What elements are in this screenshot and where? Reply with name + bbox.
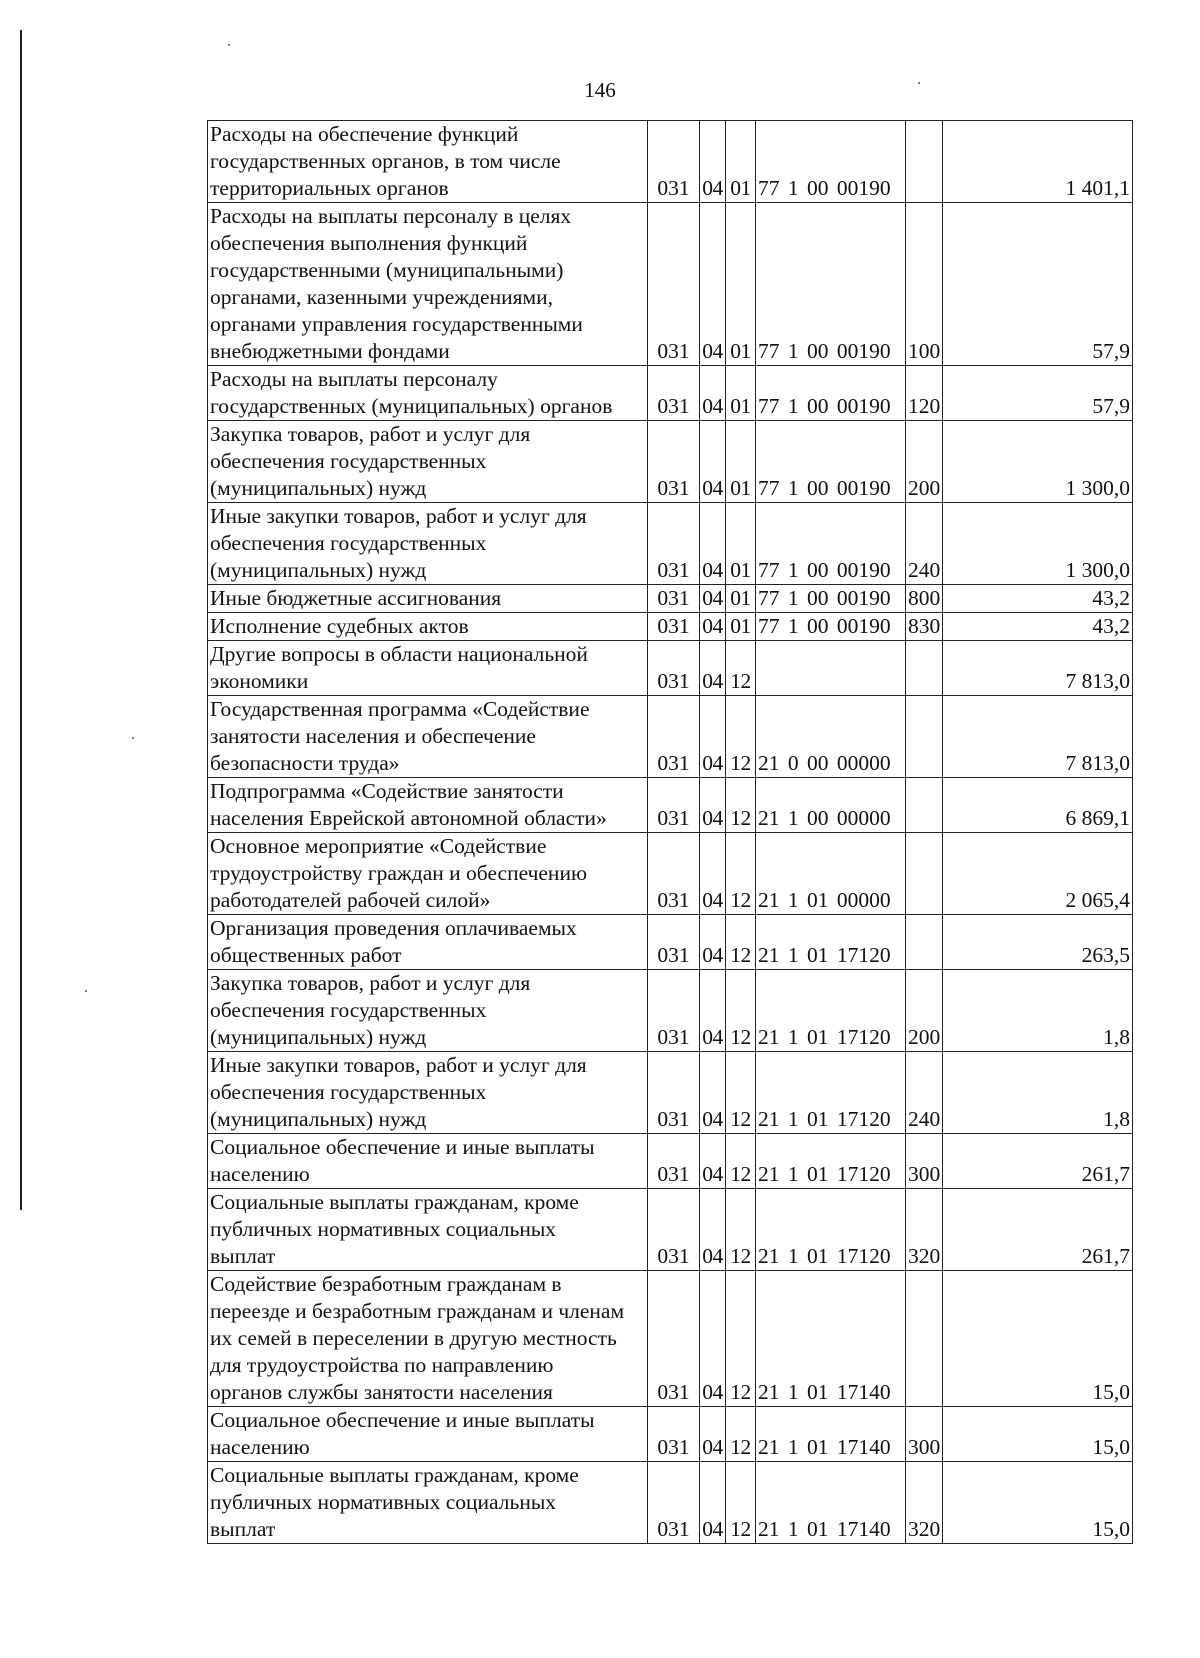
target-item-code-cell: 21 1 01 17120 bbox=[756, 1134, 906, 1189]
expense-type-code-cell bbox=[906, 833, 943, 915]
expense-name-line: Закупка товаров, работ и услуг для bbox=[210, 971, 531, 995]
subsection-code-cell: 12 bbox=[726, 1271, 756, 1407]
dept-code-cell: 031 bbox=[648, 641, 700, 696]
amount-cell: 7 813,0 bbox=[943, 641, 1133, 696]
amount-cell: 261,7 bbox=[943, 1134, 1133, 1189]
scan-speck bbox=[228, 44, 230, 46]
expense-name-line: для трудоустройства по направлению bbox=[210, 1353, 554, 1377]
expense-name-line: переезде и безработным гражданам и членам bbox=[210, 1299, 625, 1323]
subsection-code-cell: 12 bbox=[726, 970, 756, 1052]
dept-code-cell: 031 bbox=[648, 585, 700, 613]
target-item-code-cell bbox=[756, 641, 906, 696]
table-row bbox=[208, 641, 1133, 696]
table-row bbox=[208, 366, 1133, 421]
expense-name-cell bbox=[208, 1271, 648, 1407]
section-code-cell: 04 bbox=[700, 1052, 726, 1134]
amount-cell: 1 300,0 bbox=[943, 421, 1133, 503]
dept-code-cell: 031 bbox=[648, 833, 700, 915]
expense-name-line: Подпрограмма «Содействие занятости bbox=[210, 779, 564, 803]
dept-code-cell: 031 bbox=[648, 366, 700, 421]
expense-name-line: Другие вопросы в области национальной bbox=[210, 642, 588, 666]
expense-type-code-cell: 200 bbox=[906, 421, 943, 503]
expense-name-line: публичных нормативных социальных bbox=[210, 1217, 557, 1241]
amount-cell: 1,8 bbox=[943, 1052, 1133, 1134]
table-row bbox=[208, 1271, 1133, 1407]
expense-name-line: населению bbox=[210, 1435, 310, 1459]
target-item-code-cell: 77 1 00 00190 bbox=[756, 203, 906, 366]
expense-type-code-cell: 100 bbox=[906, 203, 943, 366]
expense-name-cell bbox=[208, 585, 648, 613]
target-item-code-cell: 21 1 01 17120 bbox=[756, 970, 906, 1052]
expense-name-cell bbox=[208, 1462, 648, 1544]
expense-name-cell bbox=[208, 1407, 648, 1462]
table-row bbox=[208, 1134, 1133, 1189]
expense-name-line: обеспечения государственных bbox=[210, 1080, 487, 1104]
expense-name-cell bbox=[208, 1134, 648, 1189]
expense-name-line: обеспечения государственных bbox=[210, 998, 487, 1022]
expense-name-line: обеспечения выполнения функций bbox=[210, 231, 528, 255]
dept-code-cell: 031 bbox=[648, 915, 700, 970]
expense-name-line: Расходы на обеспечение функций bbox=[210, 122, 519, 146]
expense-name-cell bbox=[208, 970, 648, 1052]
amount-cell: 1 300,0 bbox=[943, 503, 1133, 585]
expense-name-line: выплат bbox=[210, 1244, 276, 1268]
subsection-code-cell: 01 bbox=[726, 613, 756, 641]
dept-code-cell: 031 bbox=[648, 1462, 700, 1544]
table-row bbox=[208, 778, 1133, 833]
table-row bbox=[208, 1462, 1133, 1544]
expense-name-cell bbox=[208, 833, 648, 915]
expense-name-line: Исполнение судебных актов bbox=[210, 614, 469, 638]
target-item-code-cell: 21 0 00 00000 bbox=[756, 696, 906, 778]
expense-name-cell bbox=[208, 915, 648, 970]
subsection-code-cell: 12 bbox=[726, 915, 756, 970]
section-code-cell: 04 bbox=[700, 421, 726, 503]
expense-name-line: органами управления государственными bbox=[210, 312, 583, 336]
budget-table bbox=[207, 120, 1133, 1544]
table-row bbox=[208, 1189, 1133, 1271]
subsection-code-cell: 12 bbox=[726, 778, 756, 833]
dept-code-cell: 031 bbox=[648, 970, 700, 1052]
table-row bbox=[208, 833, 1133, 915]
expense-name-cell bbox=[208, 421, 648, 503]
target-item-code-cell: 21 1 01 17140 bbox=[756, 1407, 906, 1462]
expense-name-line: государственными (муниципальными) bbox=[210, 258, 564, 282]
expense-name-line: Социальное обеспечение и иные выплаты bbox=[210, 1408, 595, 1432]
section-code-cell: 04 bbox=[700, 696, 726, 778]
section-code-cell: 04 bbox=[700, 1134, 726, 1189]
expense-type-code-cell: 240 bbox=[906, 503, 943, 585]
amount-cell: 1,8 bbox=[943, 970, 1133, 1052]
section-code-cell: 04 bbox=[700, 970, 726, 1052]
amount-cell: 6 869,1 bbox=[943, 778, 1133, 833]
target-item-code-cell: 77 1 00 00190 bbox=[756, 121, 906, 203]
expense-name-cell bbox=[208, 696, 648, 778]
amount-cell: 261,7 bbox=[943, 1189, 1133, 1271]
expense-type-code-cell: 240 bbox=[906, 1052, 943, 1134]
expense-name-line: трудоустройству граждан и обеспечению bbox=[210, 861, 588, 885]
expense-name-line: экономики bbox=[210, 669, 309, 693]
section-code-cell: 04 bbox=[700, 366, 726, 421]
section-code-cell: 04 bbox=[700, 585, 726, 613]
dept-code-cell: 031 bbox=[648, 503, 700, 585]
expense-name-line: внебюджетными фондами bbox=[210, 339, 450, 363]
section-code-cell: 04 bbox=[700, 833, 726, 915]
section-code-cell: 04 bbox=[700, 778, 726, 833]
target-item-code-cell: 77 1 00 00190 bbox=[756, 421, 906, 503]
target-item-code-cell: 21 1 00 00000 bbox=[756, 778, 906, 833]
table-row bbox=[208, 585, 1133, 613]
target-item-code-cell: 77 1 00 00190 bbox=[756, 613, 906, 641]
expense-name-line: Иные закупки товаров, работ и услуг для bbox=[210, 1053, 587, 1077]
expense-name-line: обеспечения государственных bbox=[210, 531, 487, 555]
expense-name-line: Содействие безработным гражданам в bbox=[210, 1272, 562, 1296]
expense-type-code-cell: 830 bbox=[906, 613, 943, 641]
subsection-code-cell: 12 bbox=[726, 641, 756, 696]
amount-cell: 7 813,0 bbox=[943, 696, 1133, 778]
expense-type-code-cell: 300 bbox=[906, 1407, 943, 1462]
expense-name-cell bbox=[208, 366, 648, 421]
dept-code-cell: 031 bbox=[648, 1134, 700, 1189]
table-row bbox=[208, 696, 1133, 778]
expense-type-code-cell bbox=[906, 915, 943, 970]
amount-cell: 1 401,1 bbox=[943, 121, 1133, 203]
amount-cell: 263,5 bbox=[943, 915, 1133, 970]
expense-type-code-cell: 320 bbox=[906, 1462, 943, 1544]
dept-code-cell: 031 bbox=[648, 613, 700, 641]
expense-name-line: их семей в переселении в другую местность bbox=[210, 1326, 617, 1350]
expense-name-cell bbox=[208, 641, 648, 696]
table-row bbox=[208, 203, 1133, 366]
subsection-code-cell: 12 bbox=[726, 696, 756, 778]
expense-name-line: Расходы на выплаты персоналу bbox=[210, 367, 498, 391]
section-code-cell: 04 bbox=[700, 613, 726, 641]
amount-cell: 57,9 bbox=[943, 366, 1133, 421]
target-item-code-cell: 21 1 01 17120 bbox=[756, 1052, 906, 1134]
expense-type-code-cell bbox=[906, 1271, 943, 1407]
dept-code-cell: 031 bbox=[648, 778, 700, 833]
section-code-cell: 04 bbox=[700, 1271, 726, 1407]
expense-type-code-cell bbox=[906, 778, 943, 833]
subsection-code-cell: 01 bbox=[726, 503, 756, 585]
expense-name-line: Расходы на выплаты персоналу в целях bbox=[210, 204, 572, 228]
expense-name-cell bbox=[208, 613, 648, 641]
table-row bbox=[208, 915, 1133, 970]
table-row bbox=[208, 1052, 1133, 1134]
dept-code-cell: 031 bbox=[648, 696, 700, 778]
table-row bbox=[208, 970, 1133, 1052]
target-item-code-cell: 21 1 01 17140 bbox=[756, 1271, 906, 1407]
expense-type-code-cell bbox=[906, 696, 943, 778]
target-item-code-cell: 77 1 00 00190 bbox=[756, 366, 906, 421]
expense-name-cell bbox=[208, 503, 648, 585]
budget-table-body bbox=[208, 121, 1133, 1544]
dept-code-cell: 031 bbox=[648, 421, 700, 503]
expense-type-code-cell: 200 bbox=[906, 970, 943, 1052]
scan-margin-line bbox=[20, 30, 22, 1210]
expense-name-line: общественных работ bbox=[210, 943, 402, 967]
expense-type-code-cell: 120 bbox=[906, 366, 943, 421]
expense-name-cell bbox=[208, 1052, 648, 1134]
dept-code-cell: 031 bbox=[648, 1407, 700, 1462]
section-code-cell: 04 bbox=[700, 915, 726, 970]
scan-speck bbox=[132, 737, 134, 739]
target-item-code-cell: 21 1 01 17120 bbox=[756, 915, 906, 970]
expense-name-line: населения Еврейской автономной области» bbox=[210, 806, 607, 830]
target-item-code-cell: 77 1 00 00190 bbox=[756, 503, 906, 585]
expense-type-code-cell bbox=[906, 121, 943, 203]
table-row bbox=[208, 121, 1133, 203]
amount-cell: 2 065,4 bbox=[943, 833, 1133, 915]
section-code-cell: 04 bbox=[700, 203, 726, 366]
expense-name-cell bbox=[208, 778, 648, 833]
section-code-cell: 04 bbox=[700, 1407, 726, 1462]
expense-name-line: выплат bbox=[210, 1517, 276, 1541]
amount-cell: 15,0 bbox=[943, 1462, 1133, 1544]
expense-type-code-cell: 320 bbox=[906, 1189, 943, 1271]
expense-name-line: Организация проведения оплачиваемых bbox=[210, 916, 577, 940]
amount-cell: 15,0 bbox=[943, 1407, 1133, 1462]
expense-name-line: Государственная программа «Содействие bbox=[210, 697, 590, 721]
target-item-code-cell: 21 1 01 17120 bbox=[756, 1189, 906, 1271]
expense-name-line: Иные бюджетные ассигнования bbox=[210, 586, 502, 610]
dept-code-cell: 031 bbox=[648, 203, 700, 366]
table-row bbox=[208, 503, 1133, 585]
dept-code-cell: 031 bbox=[648, 121, 700, 203]
subsection-code-cell: 12 bbox=[726, 1052, 756, 1134]
subsection-code-cell: 12 bbox=[726, 1189, 756, 1271]
expense-name-cell bbox=[208, 203, 648, 366]
expense-name-line: безопасности труда» bbox=[210, 751, 400, 775]
dept-code-cell: 031 bbox=[648, 1271, 700, 1407]
section-code-cell: 04 bbox=[700, 1189, 726, 1271]
expense-name-line: населению bbox=[210, 1162, 310, 1186]
section-code-cell: 04 bbox=[700, 1462, 726, 1544]
amount-cell: 57,9 bbox=[943, 203, 1133, 366]
subsection-code-cell: 12 bbox=[726, 1134, 756, 1189]
expense-type-code-cell: 800 bbox=[906, 585, 943, 613]
table-row bbox=[208, 613, 1133, 641]
expense-name-line: (муниципальных) нужд bbox=[210, 558, 427, 582]
expense-type-code-cell bbox=[906, 641, 943, 696]
expense-name-line: Основное мероприятие «Содействие bbox=[210, 834, 547, 858]
expense-name-line: органами, казенными учреждениями, bbox=[210, 285, 553, 309]
target-item-code-cell: 77 1 00 00190 bbox=[756, 585, 906, 613]
subsection-code-cell: 01 bbox=[726, 203, 756, 366]
table-row bbox=[208, 1407, 1133, 1462]
page-number: 146 bbox=[584, 78, 616, 102]
expense-name-line: (муниципальных) нужд bbox=[210, 476, 427, 500]
section-code-cell: 04 bbox=[700, 121, 726, 203]
target-item-code-cell: 21 1 01 00000 bbox=[756, 833, 906, 915]
amount-cell: 43,2 bbox=[943, 585, 1133, 613]
expense-name-cell bbox=[208, 121, 648, 203]
expense-name-line: работодателей рабочей силой» bbox=[210, 888, 491, 912]
subsection-code-cell: 01 bbox=[726, 366, 756, 421]
expense-name-line: Иные закупки товаров, работ и услуг для bbox=[210, 504, 587, 528]
target-item-code-cell: 21 1 01 17140 bbox=[756, 1462, 906, 1544]
subsection-code-cell: 01 bbox=[726, 421, 756, 503]
expense-name-line: (муниципальных) нужд bbox=[210, 1107, 427, 1131]
expense-name-line: Закупка товаров, работ и услуг для bbox=[210, 422, 531, 446]
expense-name-line: государственных (муниципальных) органов bbox=[210, 394, 613, 418]
section-code-cell: 04 bbox=[700, 641, 726, 696]
section-code-cell: 04 bbox=[700, 503, 726, 585]
dept-code-cell: 031 bbox=[648, 1052, 700, 1134]
subsection-code-cell: 01 bbox=[726, 121, 756, 203]
table-row bbox=[208, 421, 1133, 503]
expense-name-line: публичных нормативных социальных bbox=[210, 1490, 557, 1514]
subsection-code-cell: 12 bbox=[726, 833, 756, 915]
expense-name-line: занятости населения и обеспечение bbox=[210, 724, 536, 748]
scan-speck bbox=[85, 990, 87, 992]
expense-name-line: государственных органов, в том числе bbox=[210, 149, 561, 173]
amount-cell: 43,2 bbox=[943, 613, 1133, 641]
expense-name-line: Социальные выплаты гражданам, кроме bbox=[210, 1190, 579, 1214]
expense-name-line: обеспечения государственных bbox=[210, 449, 487, 473]
expense-name-line: органов службы занятости населения bbox=[210, 1380, 553, 1404]
expense-type-code-cell: 300 bbox=[906, 1134, 943, 1189]
dept-code-cell: 031 bbox=[648, 1189, 700, 1271]
expense-name-line: Социальное обеспечение и иные выплаты bbox=[210, 1135, 595, 1159]
amount-cell: 15,0 bbox=[943, 1271, 1133, 1407]
subsection-code-cell: 12 bbox=[726, 1407, 756, 1462]
expense-name-line: территориальных органов bbox=[210, 176, 449, 200]
expense-name-line: (муниципальных) нужд bbox=[210, 1025, 427, 1049]
subsection-code-cell: 01 bbox=[726, 585, 756, 613]
expense-name-cell bbox=[208, 1189, 648, 1271]
subsection-code-cell: 12 bbox=[726, 1462, 756, 1544]
expense-name-line: Социальные выплаты гражданам, кроме bbox=[210, 1463, 579, 1487]
